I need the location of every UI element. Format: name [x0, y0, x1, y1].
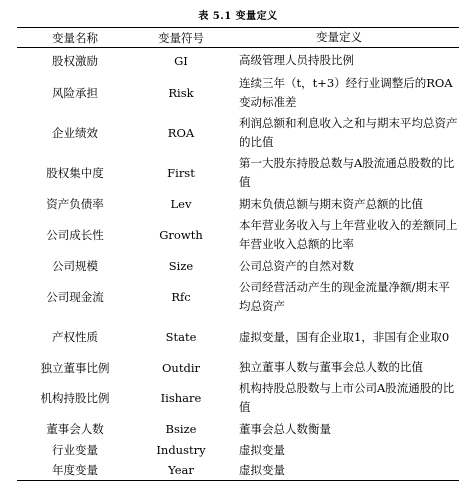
variable-definition-cell: 连续三年（t，t+3）经行业调整后的ROA变动标准差 — [239, 76, 453, 109]
variable-definition-cell: 期末负债总额与期末资产总额的比值 — [239, 196, 423, 211]
variable-definition-cell: 机构持股总股数与上市公司A股流通股的比值 — [239, 381, 455, 414]
table-row — [17, 153, 459, 193]
variable-symbol-cell: Lev — [170, 197, 192, 211]
header-variable-definition: 变量定义 — [316, 30, 362, 44]
variable-definition-table — [17, 27, 459, 481]
variable-symbol-cell: Growth — [159, 228, 203, 242]
variable-symbol-cell: ROA — [167, 126, 195, 140]
table-row — [17, 48, 459, 73]
variable-name-cell: 行业变量 — [52, 443, 98, 457]
variable-definition-cell: 第一大股东持股总数与A股流通总股数的比值 — [239, 156, 455, 189]
table-row — [17, 113, 459, 153]
table-row — [17, 73, 459, 113]
variable-definition-cell: 公司总资产的自然对数 — [239, 258, 354, 273]
variable-definition-cell: 公司经营活动产生的现金流量净额/期末平均总资产 — [239, 280, 450, 313]
variable-symbol-cell: First — [167, 166, 195, 180]
variable-name-cell: 公司规模 — [52, 259, 98, 273]
table-row — [17, 215, 459, 255]
table-row — [17, 460, 459, 480]
variable-definition-cell: 虚拟变量，国有企业取1，非国有企业取0 — [239, 329, 450, 344]
variable-definition-cell: 高级管理人员持股比例 — [239, 53, 354, 67]
variable-symbol-cell: Industry — [156, 443, 206, 457]
table-row — [17, 440, 459, 460]
variable-symbol-cell: Iishare — [160, 391, 202, 405]
variable-definition-cell: 利润总额和利息收入之和与期末平均总资产的比值 — [239, 116, 458, 149]
variable-definition-cell: 虚拟变量 — [239, 442, 285, 457]
variable-definition-cell: 虚拟变量 — [239, 462, 285, 477]
variable-name-cell: 公司成长性 — [46, 228, 104, 242]
table-row — [17, 418, 459, 440]
variable-name-cell: 企业绩效 — [52, 126, 98, 140]
table-row — [17, 357, 459, 378]
variable-symbol-cell: State — [165, 330, 197, 344]
variable-symbol-cell: Size — [168, 259, 194, 273]
variable-name-cell: 独立董事比例 — [40, 360, 110, 375]
variable-definition-cell: 独立董事人数与董事会总人数的比值 — [239, 360, 423, 374]
variable-symbol-cell: Risk — [168, 86, 194, 100]
table-caption: 表 5.1 变量定义 — [198, 11, 278, 22]
variable-name-cell: 产权性质 — [52, 330, 98, 344]
variable-definition-cell: 本年营业务收入与上年营业收入的差额同上年营业收入总额的比率 — [239, 218, 458, 251]
variable-name-cell: 公司现金流 — [46, 290, 104, 304]
variable-name-cell: 资产负债率 — [46, 197, 104, 211]
variable-symbol-cell: Outdir — [162, 360, 200, 375]
variable-name-cell: 机构持股比例 — [40, 391, 110, 405]
header-variable-name: 变量名称 — [52, 30, 98, 45]
table-header-row — [17, 28, 459, 48]
table-row — [17, 193, 459, 215]
variable-name-cell: 年度变量 — [52, 463, 98, 477]
table-row — [17, 277, 459, 317]
table-row — [17, 317, 459, 357]
variable-name-cell: 董事会人数 — [46, 422, 104, 436]
variable-symbol-cell: Year — [168, 463, 194, 477]
table-row — [17, 378, 459, 418]
header-variable-symbol: 变量符号 — [158, 30, 204, 45]
variable-symbol-cell: Bsize — [165, 422, 197, 436]
variable-name-cell: 股权集中度 — [46, 166, 104, 180]
variable-symbol-cell: GI — [174, 53, 188, 68]
variable-definition-cell: 董事会总人数衡量 — [239, 421, 331, 436]
variable-name-cell: 股权激励 — [52, 53, 98, 68]
table-row — [17, 255, 459, 277]
variable-symbol-cell: Rfc — [171, 290, 191, 304]
variable-name-cell: 风险承担 — [52, 86, 98, 100]
